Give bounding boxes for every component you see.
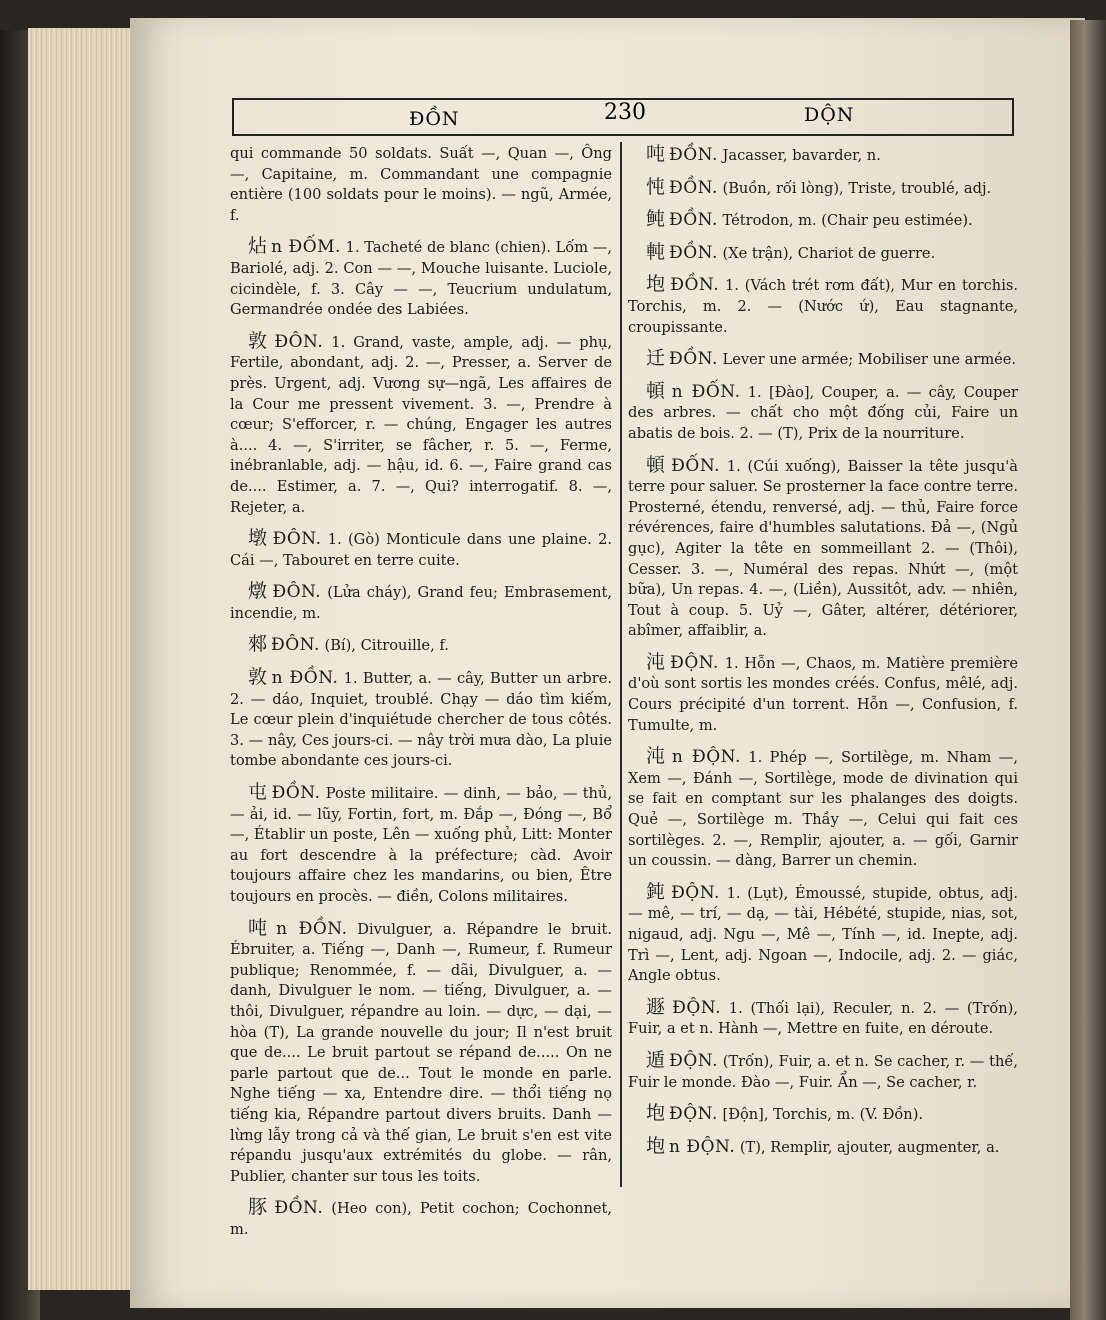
- definition-text: 1. (Lụt), Émoussé, stupide, obtus, adj. — mê, — trí, — dạ, — tài, Hébété, stupide, nias, sot, nigaud, adj. Ngu —, Mê —, Tính —, id. Inepte, adj. Trì —, Lent, adj. Ngoan —, Indocile, adj. 2. — giác, Angle obtus.: [628, 884, 1019, 985]
- running-header: [232, 98, 1014, 136]
- definition-text: Jacasser, bavarder, n.: [722, 147, 881, 164]
- chinese-character: 垉: [646, 1102, 666, 1125]
- dictionary-entry: [628, 455, 1018, 642]
- definition-text: (T), Remplir, ajouter, augmenter, a.: [739, 1138, 1000, 1156]
- dictionary-entry: [230, 331, 612, 518]
- dictionary-entry: [628, 652, 1018, 736]
- chinese-character: 敦: [248, 329, 271, 352]
- page-number: 230: [604, 100, 646, 125]
- dictionary-entry: [230, 581, 612, 624]
- definition-text: 1. (Thối lại), Reculer, n. 2. — (Trốn), Fuir, a et n. Hành —, Mettre en fuite, en déroute.: [628, 999, 1018, 1038]
- chinese-character: 垉: [646, 1134, 666, 1157]
- dictionary-entry: [628, 1136, 1018, 1159]
- right-column: [628, 144, 1018, 1168]
- dictionary-entry: [230, 782, 612, 908]
- headword: ĐỒN.: [669, 145, 718, 165]
- chinese-character: 遁: [646, 1048, 666, 1071]
- headword: ĐỘN.: [669, 1050, 718, 1071]
- headword: ĐÔN.: [271, 635, 320, 656]
- definition-text: 1. (Cúi xuống), Baisser la tête jusqu'à terre pour saluer. Se prosterner la face contre terre. Prosterné, étendu, renversé, adj. — thủ, Faire force révérences, faire d'humbles salutations. Đả —, (Ngủ gục), Agiter la tête en sommeillant 2. — (Thôi), Cesser. 3. —, Numéral des repas. Nhứt —, (một bữa), Un repas. 4. —, (Liền), Aussitôt, adv. — nhiên, Tout à coup. 5. Uỷ —, Gâter, altérer, détériorer, abîmer, affaiblir, a.: [628, 457, 1018, 640]
- dictionary-entry: [230, 528, 612, 571]
- dictionary-entry: [628, 1050, 1018, 1093]
- chinese-character: 遯: [646, 995, 669, 1018]
- left-column: [230, 144, 612, 1251]
- headword: ĐỒN.: [271, 783, 321, 804]
- definition-text: qui commande 50 soldats. Suất —, Quan —, Ông —, Capitaine, m. Commandant une compagnie entière (100 soldats pour le moins). — ngũ, Armée, f.: [230, 145, 612, 224]
- dictionary-entry: [230, 144, 612, 226]
- chinese-character: 沌: [646, 650, 667, 673]
- dictionary-entry: [628, 997, 1018, 1040]
- column-divider: [620, 142, 622, 1187]
- dictionary-entry: [628, 882, 1018, 987]
- dictionary-entry: [230, 236, 612, 320]
- definition-text: 1. Grand, vaste, ample, adj. — phụ, Fertile, abondant, adj. 2. —, Presser, a. Server de près. Urgent, adj. Vương sự—ngã, Les affaires de la Cour me pressent vivement. 3. —, Prendre à cœur; S'efforcer, r. — chúng, Engager les autres à.... 4. —, S'irriter, se fâcher, r. 5. —, Ferme, inébranlable, adj. — hậu, id. 6. —, Faire grand cas de.... Estimer, a. 7. —, Qui? interrogatif. 8. —, Rejeter, a.: [230, 333, 613, 516]
- dictionary-entry: [628, 348, 1018, 371]
- dictionary-entry: [628, 381, 1018, 445]
- headword: ĐỒN.: [669, 349, 718, 370]
- chinese-character: 鲀: [646, 208, 666, 231]
- header-left-word: ĐỒN: [409, 108, 460, 130]
- dictionary-entry: [230, 918, 612, 1188]
- definition-text: (Lửa cháy), Grand feu; Embrasement, incendie, m.: [230, 584, 612, 622]
- chinese-character: 燉: [248, 580, 269, 603]
- chinese-character: 頓: [646, 379, 668, 402]
- headword: ĐÔN.: [274, 331, 324, 352]
- headword: n ĐỐM.: [271, 237, 341, 258]
- headword: n ĐỐN.: [671, 381, 741, 402]
- chinese-character: 墩: [248, 527, 269, 550]
- definition-text: 1. Butter, a. — cây, Butter un arbre. 2. — dáo, Inquiet, troublé. Chạy — dáo tìm kiếm, Le cœur plein d'inquiétude chercher de tous côtés. 3. — nây, Ces jours-ci. — nây trời mưa dào, La pluie tombe abondante ces jours-ci.: [230, 670, 613, 770]
- headword: n ĐỒN.: [276, 918, 348, 939]
- chinese-character: 軘: [646, 240, 666, 263]
- definition-text: 1. (Vách trét rơm đất), Mur en torchis. Torchis, m. 2. — (Nước ứ), Eau stagnante, croupissante.: [628, 277, 1019, 336]
- headword: ĐỒN.: [669, 177, 718, 198]
- headword: ĐỘN.: [669, 1104, 718, 1125]
- chinese-character: 垉: [646, 273, 667, 296]
- definition-text: (Trốn), Fuir, a. et n. Se cacher, r. — thế, Fuir le monde. Đào —, Fuir. Ẩn —, Se cacher, r.: [628, 1052, 1018, 1091]
- chinese-character: 吨: [646, 143, 666, 165]
- right-page-edge: [1070, 20, 1106, 1320]
- dictionary-entry: [230, 667, 612, 772]
- headword: ĐỒN.: [274, 1198, 324, 1219]
- dictionary-entry: [628, 209, 1018, 232]
- dictionary-entry: [628, 144, 1018, 167]
- headword: ĐỘN.: [670, 652, 719, 673]
- chinese-character: 豚: [248, 1196, 271, 1219]
- definition-text: 1. Hỗn —, Chaos, m. Matière première d'où sont sortis les mondes créés. Confus, mêlé, adj. Cours précipité d'un torrent. Hỗn —, Confusion, f. Tumulte, m.: [628, 654, 1019, 734]
- definition-text: 1. (Gò) Monticule dans une plaine. 2. Cái —, Tabouret en terre cuite.: [230, 531, 613, 569]
- headword: ĐỒN.: [669, 210, 718, 231]
- dictionary-entry: [230, 1197, 612, 1240]
- dictionary-entry: [230, 634, 612, 657]
- definition-text: Divulguer, a. Répandre le bruit. Ébruiter, a. Tiếng —, Danh —, Rumeur, f. Rumeur publique; Renommée, f. — dãi, Divulguer, a. — danh, Divulguer le nom. — tiếng, Divulguer, a. — thôi, Divulguer, répandre au loin. — dực, — dại, — hòa (T), La grande nouvelle du jour; Il n'est bruit que de.... Le bruit partout se répand de..... On ne parle partout que de... Tout le monde en parle. Nghe tiếng — xa, Entendre dire. — thổi tiếng nọ tiếng kia, Répandre partout divers bruits. Danh — lừng lẫy trong cả và thế gian, Le bruit s'en est vite répandu jusqu'aux extrémités du globe. — rân, Publier, chanter sur tous les toits.: [230, 920, 612, 1185]
- chinese-character: 鈍: [646, 880, 668, 903]
- chinese-character: 忳: [646, 175, 666, 198]
- definition-text: Poste militaire. — dinh, — bảo, — thủ, — ải, id. — lũy, Fortin, fort, m. Đắp —, Đóng —, Bổ —, Établir un poste, Lên — xuống phủ, Litt: Monter au fort descendre à la préfecture; càd. Avoir toujours affaire chez les mandarins, ou bien, Être toujours en procès. — điền, Colons militaires.: [230, 785, 612, 905]
- page-edges: [28, 28, 138, 1290]
- headword: n ĐỘN.: [671, 747, 741, 768]
- definition-text: (Buồn, rối lòng), Triste, troublé, adj.: [722, 179, 992, 197]
- dictionary-entry: [628, 177, 1018, 200]
- headword: ĐỐN.: [671, 455, 721, 476]
- dictionary-entry: [628, 242, 1018, 265]
- definition-text: Tétrodon, m. (Chair peu estimée).: [722, 212, 973, 230]
- headword: ĐÔN.: [272, 529, 322, 550]
- dictionary-entry: [628, 1103, 1018, 1126]
- chinese-character: 敦: [248, 666, 268, 689]
- chinese-character: 吨: [248, 916, 273, 939]
- headword: ĐÔN.: [272, 582, 322, 603]
- dictionary-entry: [628, 746, 1018, 872]
- definition-text: 1. [Đào], Couper, a. — cây, Couper des arbres. — chất cho một đống củi, Faire un abatis de bois. 2. — (T), Prix de la nourriture.: [628, 383, 1019, 442]
- definition-text: Lever une armée; Mobiliser une armée.: [722, 351, 1017, 369]
- definition-text: (Bí), Citrouille, f.: [324, 637, 449, 655]
- definition-text: 1. Phép —, Sortilège, m. Nham —, Xem —, Đánh —, Sortilège, mode de divination qui se fait en comptant sur les phalanges des doigts. Quẻ —, Sortilège m. Thầy —, Celui qui fait ces sortilèges. 2. —, Remplir, ajouter, a. — gối, Garnir un coussin. — dàng, Barrer un chemin.: [628, 749, 1018, 870]
- definition-text: [Độn], Torchis, m. (V. Đồn).: [722, 1106, 924, 1124]
- headword: ĐỒN.: [670, 275, 720, 296]
- chinese-character: 郲: [248, 633, 268, 656]
- definition-text: (Heo con), Petit cochon; Cochonnet, m.: [230, 1200, 612, 1238]
- header-right-word: DỘN: [804, 104, 855, 126]
- headword: n ĐỒN.: [271, 668, 339, 689]
- headword: ĐỘN.: [672, 997, 721, 1018]
- definition-text: (Xe trận), Chariot de guerre.: [722, 244, 936, 262]
- headword: ĐỘN.: [671, 882, 720, 903]
- chinese-character: 頓: [646, 453, 668, 476]
- chinese-character: 炶: [248, 235, 268, 258]
- chinese-character: 迁: [646, 347, 666, 370]
- headword: ĐỒN.: [669, 242, 718, 263]
- dictionary-entry: [628, 274, 1018, 338]
- chinese-character: 沌: [646, 745, 668, 768]
- headword: n ĐỘN.: [669, 1136, 736, 1157]
- definition-text: 1. Tacheté de blanc (chien). Lốm —, Bariolé, adj. 2. Con — —, Mouche luisante. Luciole, cicindèle, f. 3. Cây — —, Teucrium undulatum, Germandrée ondée des Labiées.: [230, 239, 613, 319]
- chinese-character: 屯: [248, 781, 268, 804]
